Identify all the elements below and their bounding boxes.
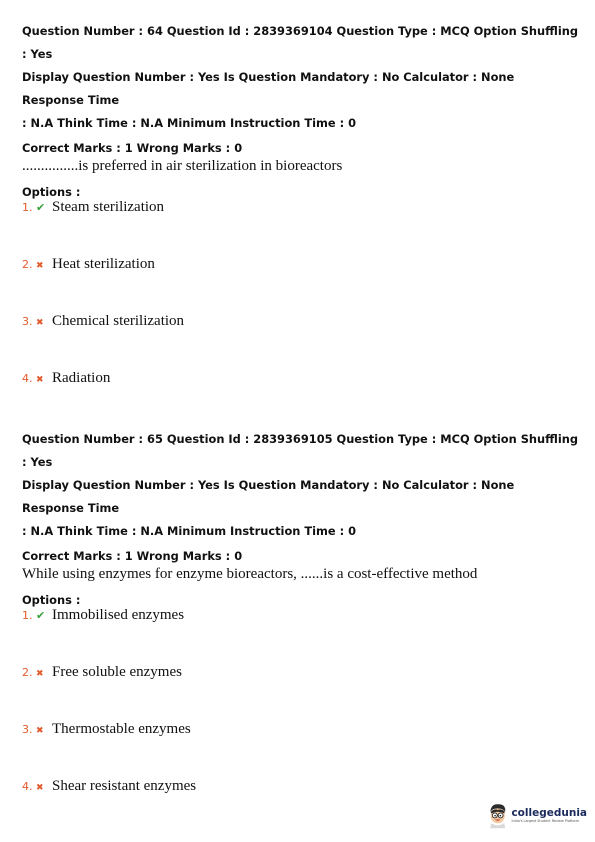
option-1[interactable]	[22, 199, 578, 256]
option-number: 1.	[22, 201, 33, 214]
option-text: Free soluble enzymes	[52, 664, 182, 680]
check-icon: ✔	[36, 201, 46, 214]
marks-info: Correct Marks : 1 Wrong Marks : 0	[22, 549, 243, 563]
option-text: Steam sterilization	[52, 199, 165, 215]
option-1[interactable]	[22, 607, 578, 664]
cross-icon: ✖	[36, 669, 44, 679]
option-number: 4.	[22, 780, 33, 793]
mascot-icon	[487, 799, 508, 831]
option-number: 2.	[22, 666, 33, 679]
option-2[interactable]	[22, 664, 578, 721]
options-label: Options :	[22, 185, 81, 199]
question-65	[22, 428, 578, 835]
question-meta-line: Display Question Number : Yes Is Question Mandatory : No Calculator : None Response Time	[22, 478, 515, 515]
question-meta-line: : N.A Think Time : N.A Minimum Instruction Time : 0	[22, 524, 357, 538]
option-text: Radiation	[52, 370, 111, 386]
logo-text	[511, 807, 587, 824]
cross-icon: ✖	[36, 375, 44, 385]
option-number: 3.	[22, 723, 33, 736]
cross-icon: ✖	[36, 726, 44, 736]
marks-info: Correct Marks : 1 Wrong Marks : 0	[22, 141, 243, 155]
option-text: Immobilised enzymes	[52, 607, 185, 623]
option-number: 1.	[22, 609, 33, 622]
logo-tagline: India's Largest Student Review Platform	[511, 818, 580, 823]
option-number: 3.	[22, 315, 33, 328]
option-text: Chemical sterilization	[52, 313, 185, 329]
question-meta-line: Display Question Number : Yes Is Question Mandatory : No Calculator : None Response Time	[22, 70, 515, 107]
option-text: Shear resistant enzymes	[52, 778, 197, 794]
option-2[interactable]	[22, 256, 578, 313]
option-4[interactable]	[22, 370, 578, 427]
question-meta-line: Question Number : 65 Question Id : 2839369105 Question Type : MCQ Option Shuffling : Yes	[22, 432, 578, 469]
question-meta-line: : N.A Think Time : N.A Minimum Instruction Time : 0	[22, 116, 357, 130]
option-number: 4.	[22, 372, 33, 385]
option-text: Thermostable enzymes	[52, 721, 191, 737]
option-number: 2.	[22, 258, 33, 271]
question-meta-line: Question Number : 64 Question Id : 2839369104 Question Type : MCQ Option Shuffling : Yes	[22, 24, 578, 61]
collegedunia-logo	[487, 797, 587, 833]
options-label: Options :	[22, 593, 81, 607]
option-text: Heat sterilization	[52, 256, 155, 272]
check-icon: ✔	[36, 609, 46, 622]
option-3[interactable]	[22, 721, 578, 778]
question-text: ...............is preferred in air sterilization in bioreactors	[22, 158, 343, 174]
option-3[interactable]	[22, 313, 578, 370]
cross-icon: ✖	[36, 783, 44, 793]
cross-icon: ✖	[36, 318, 44, 328]
cross-icon: ✖	[36, 261, 44, 271]
logo-name: collegedunia	[511, 806, 587, 819]
question-text: While using enzymes for enzyme bioreactors, ......is a cost-effective method	[22, 566, 478, 582]
question-64	[22, 20, 578, 427]
